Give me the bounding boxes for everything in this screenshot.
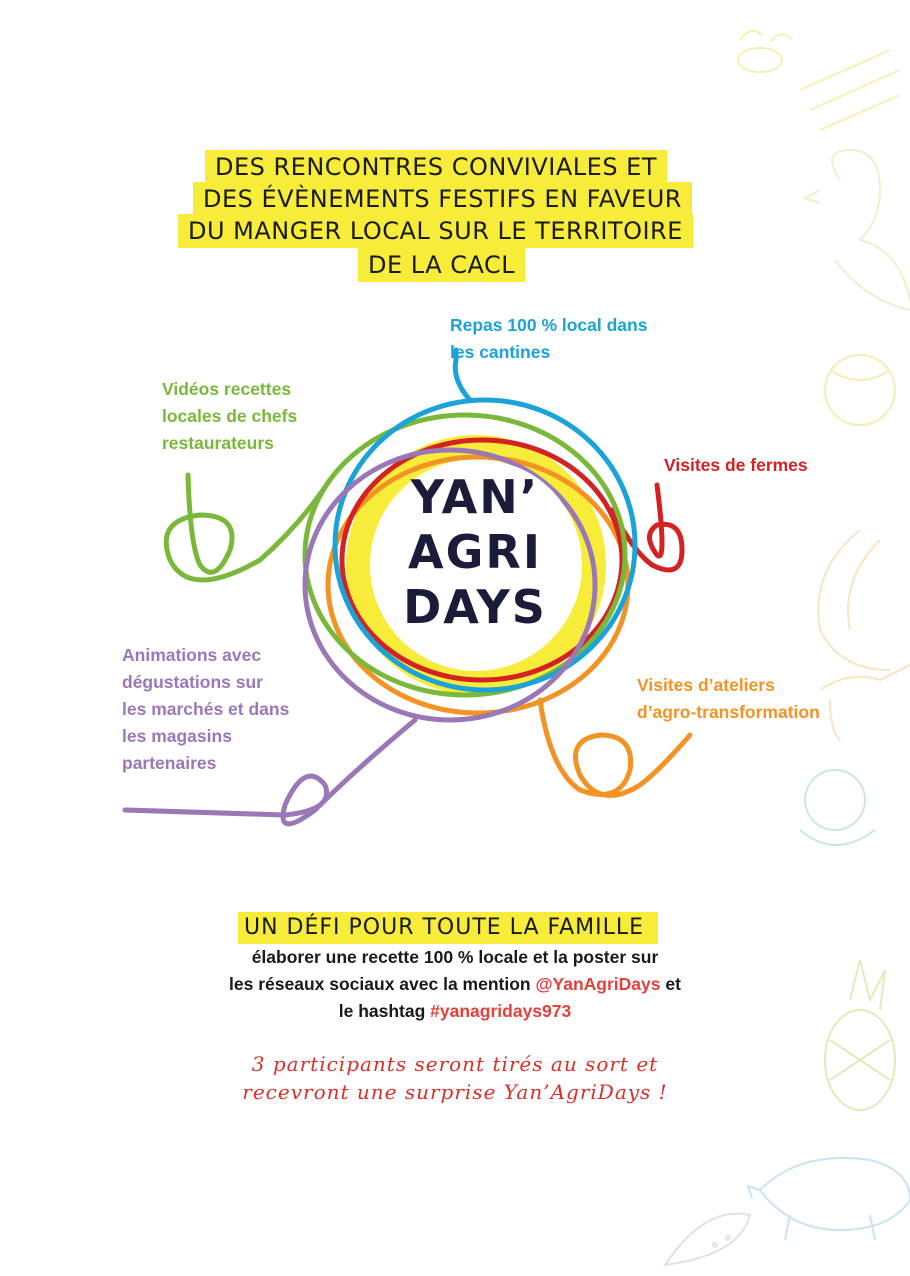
label-animations-line-4: les magasins <box>122 726 232 746</box>
label-animations-line-1: Animations avec <box>122 645 262 665</box>
challenge-line-1: élaborer une recette 100 % locale et la poster sur <box>251 947 659 967</box>
label-cantines <box>450 312 647 366</box>
logo-line-3: DAYS <box>403 580 547 634</box>
label-videos-line-1: Vidéos recettes <box>162 379 292 399</box>
logo-line-2: AGRI <box>408 525 542 579</box>
label-cantines-line-2: les cantines <box>450 342 551 362</box>
label-videos-line-3: restaurateurs <box>162 433 274 453</box>
label-videos-line-2: locales de chefs <box>162 406 298 426</box>
header-line-2: DES ÉVÈNEMENTS FESTIFS EN FAVEUR <box>193 182 692 216</box>
challenge-line-2 <box>180 971 730 998</box>
label-ateliers <box>637 672 820 726</box>
challenge-title: UN DÉFI POUR TOUTE LA FAMILLE <box>238 912 658 944</box>
challenge-body <box>180 944 730 1025</box>
prize-text <box>180 1050 730 1106</box>
challenge-line-3 <box>180 998 730 1025</box>
prize-line-1: 3 participants seront tirés au sort et <box>251 1052 659 1076</box>
challenge-line-3-prefix: le hashtag <box>338 1001 431 1021</box>
label-ateliers-line-2: d’agro-transformation <box>637 702 820 722</box>
yanagridays-logo <box>385 470 565 650</box>
header-line-4: DE LA CACL <box>358 248 525 282</box>
header-line-3: DU MANGER LOCAL SUR LE TERRITOIRE <box>178 214 693 248</box>
mention-link[interactable]: @YanAgriDays <box>535 974 661 994</box>
label-cantines-line-1: Repas 100 % local dans <box>450 315 648 335</box>
label-animations-line-5: partenaires <box>122 753 217 773</box>
label-fermes <box>664 452 808 479</box>
label-animations-line-2: dégustations sur <box>122 672 263 692</box>
header-line-1: DES RENCONTRES CONVIVIALES ET <box>205 150 667 184</box>
logo-line-1: YAN’ <box>410 470 540 524</box>
label-animations <box>122 642 289 777</box>
label-videos <box>162 376 297 457</box>
prize-line-2: recevront une surprise Yan’AgriDays ! <box>242 1080 668 1104</box>
label-fermes-line-1: Visites de fermes <box>664 455 808 475</box>
challenge-line-2-suffix: et <box>660 974 681 994</box>
label-animations-line-3: les marchés et dans <box>122 699 290 719</box>
label-ateliers-line-1: Visites d’ateliers <box>637 675 775 695</box>
challenge-line-2-prefix: les réseaux sociaux avec la mention <box>229 974 536 994</box>
hashtag-link[interactable]: #yanagridays973 <box>430 1001 572 1021</box>
